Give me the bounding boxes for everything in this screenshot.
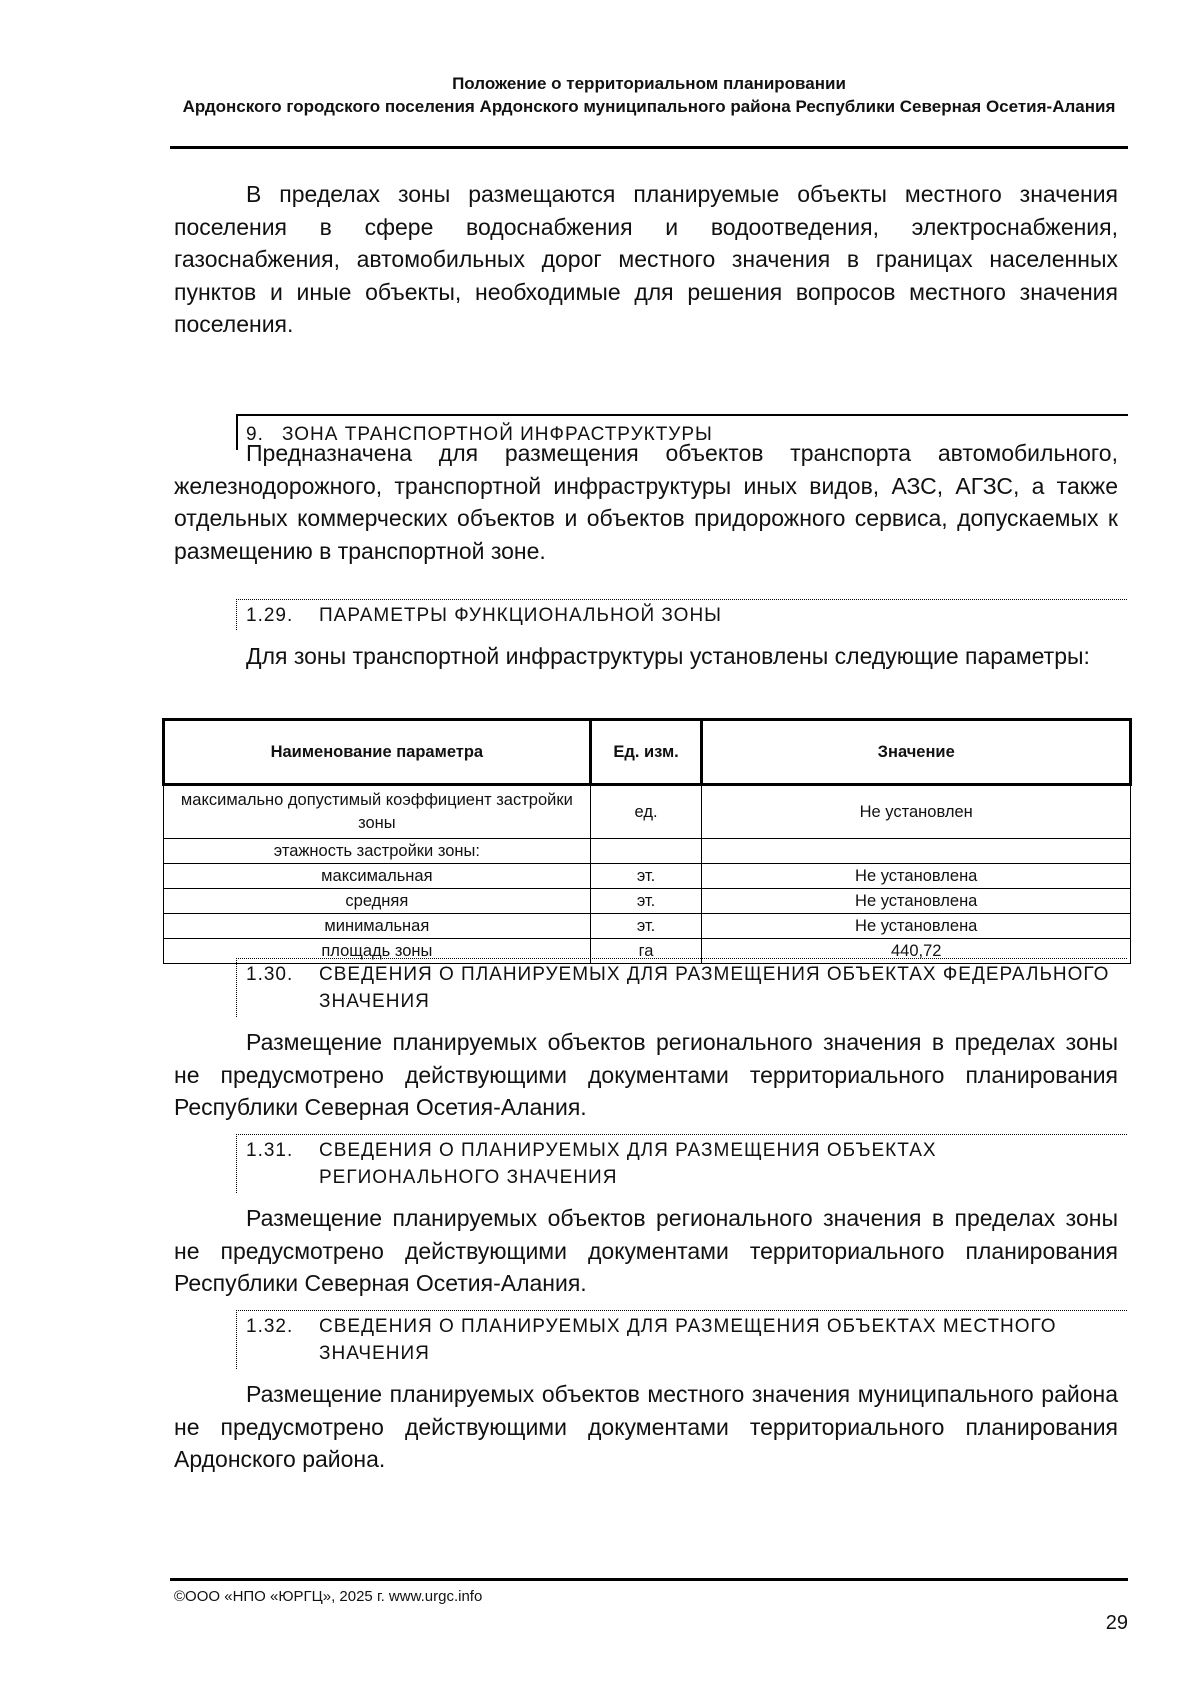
section-1-31-paragraph: Размещение планируемых объектов регионального значения в пределах зоны не предусмотрено действующими документами территориального планирования Республики Северная Осетия-Алания. bbox=[174, 1205, 1118, 1296]
section-number: 1.29. bbox=[246, 605, 294, 626]
footer-copyright: ©ООО «НПО «ЮРГЦ», 2025 г. www.urgc.info bbox=[174, 1588, 483, 1605]
document-header bbox=[170, 72, 1128, 118]
table-cell: Не установлена bbox=[702, 914, 1131, 939]
table-cell: эт. bbox=[590, 864, 702, 889]
footer-divider bbox=[170, 1578, 1128, 1581]
table-row bbox=[164, 889, 1131, 914]
table-cell: Не установлен bbox=[702, 785, 1131, 839]
table-cell: средняя bbox=[164, 889, 591, 914]
table-cell: Не установлена bbox=[702, 864, 1131, 889]
header-subtitle: Ардонского городского поселения Ардонского муниципального района Республики Северная Осетия-Алания bbox=[182, 97, 1116, 116]
table-cell: максимальная bbox=[164, 864, 591, 889]
section-9-paragraph: Предназначена для размещения объектов транспорта автомобильного, железнодорожного, транспортной инфраструктуры иных видов, АЗС, АГЗС, а также отдельных коммерческих объектов и объектов придорожного сервиса, допускаемых к размещению в транспортной зоне. bbox=[174, 440, 1118, 564]
section-1-29-paragraph: Для зоны транспортной инфраструктуры установлены следующие параметры: bbox=[246, 643, 1090, 669]
section-1-31-heading bbox=[236, 1134, 1127, 1193]
table-cell: минимальная bbox=[164, 914, 591, 939]
section-1-32-paragraph: Размещение планируемых объектов местного значения муниципального района не предусмотрено действующими документами территориального планирования Ардонского района. bbox=[174, 1381, 1118, 1472]
table-row bbox=[164, 785, 1131, 839]
table-cell bbox=[702, 839, 1131, 864]
section-title: СВЕДЕНИЯ О ПЛАНИРУЕМЫХ ДЛЯ РАЗМЕЩЕНИЯ ОБЪЕКТАХ ФЕДЕРАЛЬНОГО ЗНАЧЕНИЯ bbox=[319, 964, 1110, 1012]
section-title: СВЕДЕНИЯ О ПЛАНИРУЕМЫХ ДЛЯ РАЗМЕЩЕНИЯ ОБЪЕКТАХ МЕСТНОГО ЗНАЧЕНИЯ bbox=[319, 1316, 1057, 1364]
section-1-32-heading bbox=[236, 1310, 1127, 1369]
table-cell: площадь зоны bbox=[164, 939, 591, 964]
section-1-30-heading bbox=[236, 958, 1127, 1017]
section-title: СВЕДЕНИЯ О ПЛАНИРУЕМЫХ ДЛЯ РАЗМЕЩЕНИЯ ОБЪЕКТАХ РЕГИОНАЛЬНОГО ЗНАЧЕНИЯ bbox=[319, 1140, 937, 1188]
table-cell: этажность застройки зоны: bbox=[164, 839, 591, 864]
section-1-30-paragraph: Размещение планируемых объектов регионального значения в пределах зоны не предусмотрено действующими документами территориального планирования Республики Северная Осетия-Алания. bbox=[174, 1029, 1118, 1120]
table-header-row bbox=[164, 720, 1131, 785]
section-number: 9. bbox=[246, 424, 264, 445]
section-title: ЗОНА ТРАНСПОРТНОЙ ИНФРАСТРУКТУРЫ bbox=[282, 424, 713, 445]
table-cell: 440,72 bbox=[702, 939, 1131, 964]
table-cell: эт. bbox=[590, 914, 702, 939]
section-title: ПАРАМЕТРЫ ФУНКЦИОНАЛЬНОЙ ЗОНЫ bbox=[319, 605, 722, 626]
table-cell: эт. bbox=[590, 889, 702, 914]
table-row bbox=[164, 864, 1131, 889]
intro-paragraph: В пределах зоны размещаются планируемые объекты местного значения поселения в сфере водоснабжения и водоотведения, электроснабжения, газоснабжения, автомобильных дорог местного значения в границах населенных пунктов и иные объекты, необходимые для решения вопросов местного значения поселения. bbox=[174, 181, 1118, 337]
table-header-cell: Значение bbox=[702, 720, 1131, 785]
header-divider bbox=[170, 146, 1128, 149]
table-header-cell: Наименование параметра bbox=[164, 720, 591, 785]
section-1-29-heading bbox=[236, 599, 1127, 630]
table-row bbox=[164, 914, 1131, 939]
table-cell: максимально допустимый коэффициент застройки зоны bbox=[164, 785, 591, 839]
parameters-table bbox=[162, 718, 1132, 964]
table-row bbox=[164, 839, 1131, 864]
section-number: 1.31. bbox=[246, 1140, 294, 1161]
header-title: Положение о территориальном планировании bbox=[452, 74, 846, 93]
section-number: 1.30. bbox=[246, 964, 294, 985]
table-cell: Не установлена bbox=[702, 889, 1131, 914]
section-number: 1.32. bbox=[246, 1316, 294, 1337]
table-cell: га bbox=[590, 939, 702, 964]
table-header-cell: Ед. изм. bbox=[590, 720, 702, 785]
page-number: 29 bbox=[1105, 1612, 1128, 1634]
table-cell bbox=[590, 839, 702, 864]
table-cell: ед. bbox=[590, 785, 702, 839]
